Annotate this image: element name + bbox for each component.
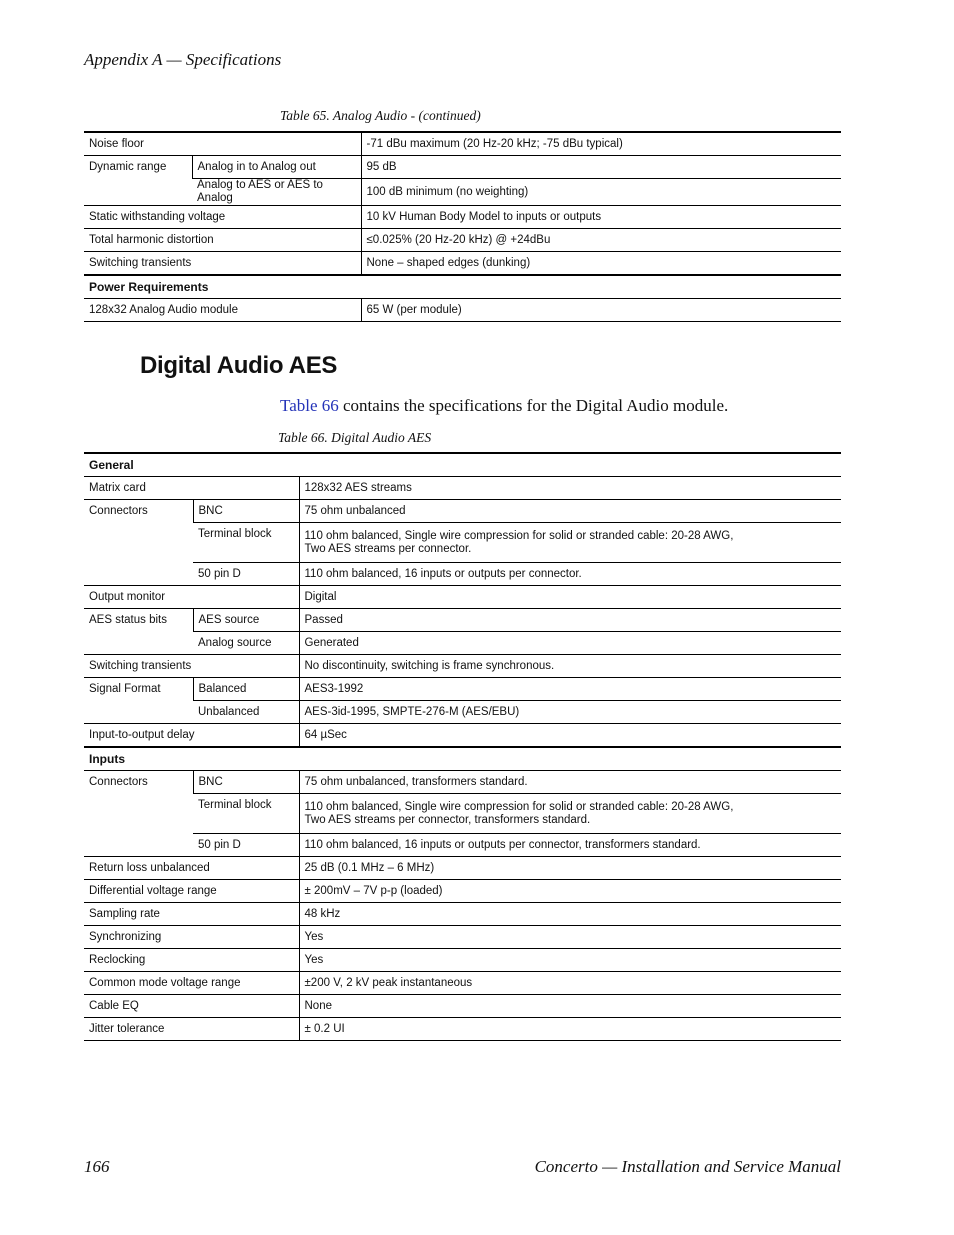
row-label: Differential voltage range [84,880,299,903]
intro-paragraph [280,396,728,416]
table-66-caption: Table 66. Digital Audio AES [278,430,432,445]
table-row [84,834,841,857]
table-row [84,678,841,701]
row-value: 95 dB [361,156,841,179]
table-row [84,563,841,586]
row-value: 128x32 AES streams [299,477,841,500]
row-value: 100 dB minimum (no weighting) [361,179,841,206]
row-value: AES3-1992 [299,678,841,701]
table-66-digital-audio-aes [84,452,841,1041]
table-row [84,132,841,156]
row-value: ± 200mV – 7V p-p (loaded) [299,880,841,903]
table-66-link[interactable]: Table 66 [280,396,339,415]
row-value: 75 ohm unbalanced, transformers standard. [299,771,841,794]
table-row [84,1018,841,1041]
table-row [84,857,841,880]
table-row [84,632,841,655]
row-label: Input-to-output delay [84,724,299,748]
row-value: 64 µSec [299,724,841,748]
row-value: 25 dB (0.1 MHz – 6 MHz) [299,857,841,880]
table-row [84,724,841,748]
row-sublabel: 50 pin D [193,563,299,586]
row-value-line: Two AES streams per connector. [304,542,472,555]
row-label: Connectors [84,771,193,857]
table-row [84,903,841,926]
row-sublabel: Unbalanced [193,701,299,724]
row-label: Signal Format [84,678,193,724]
table-65-analog-audio [84,131,841,322]
section-header-inputs: Inputs [84,747,841,771]
row-label: Cable EQ [84,995,299,1018]
table-row [84,252,841,276]
table-row [84,655,841,678]
row-value: 75 ohm unbalanced [299,500,841,523]
row-value: 65 W (per module) [361,299,841,322]
table-section-header [84,747,841,771]
row-sublabel: 50 pin D [193,834,299,857]
table-row [84,156,841,179]
row-value: 110 ohm balanced, 16 inputs or outputs per connector. [299,563,841,586]
row-label: Total harmonic distortion [84,229,361,252]
row-value: 48 kHz [299,903,841,926]
row-value-line: Two AES streams per connector, transformers standard. [304,813,591,826]
row-sublabel: Terminal block [193,794,299,834]
row-sublabel: BNC [193,500,299,523]
row-value: No discontinuity, switching is frame synchronous. [299,655,841,678]
row-value: None [299,995,841,1018]
row-label: Common mode voltage range [84,972,299,995]
row-label: Switching transients [84,655,299,678]
table-row [84,926,841,949]
table-row [84,771,841,794]
row-value: ≤0.025% (20 Hz-20 kHz) @ +24dBu [361,229,841,252]
row-value: 10 kV Human Body Model to inputs or outputs [361,206,841,229]
row-label: AES status bits [84,609,193,655]
row-value [299,794,841,834]
table-row [84,949,841,972]
row-value: ± 0.2 UI [299,1018,841,1041]
table-row [84,523,841,563]
row-value: ±200 V, 2 kV peak instantaneous [299,972,841,995]
row-sublabel: Analog source [193,632,299,655]
row-label: Dynamic range [84,156,192,206]
row-label: Switching transients [84,252,361,276]
row-value: Passed [299,609,841,632]
row-value [299,523,841,563]
manual-title: Concerto — Installation and Service Manual [534,1157,841,1176]
row-value: Yes [299,949,841,972]
table-section-header [84,453,841,477]
row-value: Yes [299,926,841,949]
row-value: AES-3id-1995, SMPTE-276-M (AES/EBU) [299,701,841,724]
row-value-line: 110 ohm balanced, Single wire compression for solid or stranded cable: 20-28 AWG, [304,529,734,542]
table-row [84,500,841,523]
table-row [84,972,841,995]
row-sublabel: BNC [193,771,299,794]
table-row [84,477,841,500]
running-head: Appendix A — Specifications [84,50,282,69]
row-value-line: 110 ohm balanced, Single wire compression for solid or stranded cable: 20-28 AWG, [304,800,734,813]
section-title: Digital Audio AES [140,352,338,379]
row-sublabel: AES source [193,609,299,632]
row-label: Noise floor [84,132,361,156]
table-row [84,206,841,229]
intro-text: contains the specifications for the Digital Audio module. [338,396,729,415]
row-label: Reclocking [84,949,299,972]
row-label: 128x32 Analog Audio module [84,299,361,322]
table-row [84,299,841,322]
page-number: 166 [84,1157,110,1176]
row-label: Sampling rate [84,903,299,926]
row-value: 110 ohm balanced, 16 inputs or outputs per connector, transformers standard. [299,834,841,857]
row-sublabel: Balanced [193,678,299,701]
row-sublabel: Analog in to Analog out [192,156,361,179]
table-row [84,586,841,609]
table-row [84,995,841,1018]
row-label: Jitter tolerance [84,1018,299,1041]
table-section-header [84,275,841,299]
row-value: Digital [299,586,841,609]
row-value: -71 dBu maximum (20 Hz-20 kHz; -75 dBu typical) [361,132,841,156]
section-header-general: General [84,453,841,477]
row-sublabel: Terminal block [193,523,299,563]
row-sublabel: Analog to AES or AES to Analog [192,179,361,206]
section-header-power: Power Requirements [84,275,841,299]
row-value: None – shaped edges (dunking) [361,252,841,276]
row-label: Connectors [84,500,193,586]
table-row [84,880,841,903]
row-value: Generated [299,632,841,655]
table-row [84,179,841,206]
table-row [84,701,841,724]
row-label: Matrix card [84,477,299,500]
row-label: Synchronizing [84,926,299,949]
row-label: Return loss unbalanced [84,857,299,880]
table-65-caption: Table 65. Analog Audio - (continued) [280,108,481,123]
row-label: Static withstanding voltage [84,206,361,229]
table-row [84,609,841,632]
row-label: Output monitor [84,586,299,609]
table-row [84,229,841,252]
table-row [84,794,841,834]
